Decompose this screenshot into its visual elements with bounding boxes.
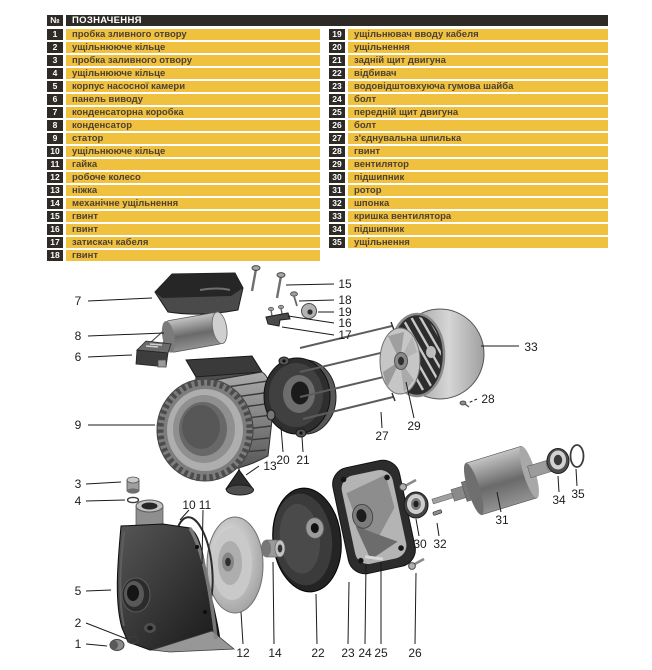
part-number: 30 (329, 172, 345, 183)
table-row (329, 146, 608, 157)
table-row (47, 42, 320, 53)
part-number: 5 (47, 81, 63, 92)
stator-motor (157, 356, 273, 481)
callout-31: 31 (495, 513, 509, 527)
part-number: 18 (47, 250, 63, 261)
table-row (329, 55, 608, 66)
callout-17: 17 (338, 328, 352, 342)
part-number: 15 (47, 211, 63, 222)
shaft-key (433, 509, 443, 515)
table-row (329, 94, 608, 105)
table-row (47, 159, 320, 170)
part-number: 31 (329, 185, 345, 196)
part-label: ущільнювач вводу кабеля (348, 29, 608, 40)
table-row (329, 68, 608, 79)
callout-24: 24 (358, 646, 372, 660)
callout-10: 10 (182, 498, 196, 512)
part-number: 33 (329, 211, 345, 222)
callout-6: 6 (74, 350, 82, 364)
part-number: 27 (329, 133, 345, 144)
table-row (47, 55, 320, 66)
part-label: конденсаторна коробка (66, 107, 320, 118)
table-row (47, 224, 320, 235)
rotor (425, 439, 560, 527)
part-number: 11 (47, 159, 63, 170)
drain-plug (110, 640, 124, 651)
table-row (329, 198, 608, 209)
callout-23: 23 (341, 646, 355, 660)
table-row (47, 120, 320, 131)
callout-27: 27 (375, 429, 389, 443)
part-label: панель виводу (66, 94, 320, 105)
legend-column-right (329, 29, 608, 263)
part-label: ущільнююче кільце (66, 68, 320, 79)
callout-19: 19 (338, 305, 352, 319)
part-label: гайка (66, 159, 320, 170)
long-screws (252, 266, 285, 298)
impeller (207, 517, 263, 613)
part-label: гвинт (348, 146, 608, 157)
table-row (329, 81, 608, 92)
callout-22: 22 (311, 646, 325, 660)
table-row (47, 29, 320, 40)
part-label: робоче колесо (66, 172, 320, 183)
table-row (329, 29, 608, 40)
part-number: 1 (47, 29, 63, 40)
part-label: ротор (348, 185, 608, 196)
callout-3: 3 (74, 477, 82, 491)
part-number: 19 (329, 29, 345, 40)
part-number: 17 (47, 237, 63, 248)
callout-12: 12 (236, 646, 250, 660)
part-number: 24 (329, 94, 345, 105)
part-number: 22 (329, 68, 345, 79)
part-number: 3 (47, 55, 63, 66)
part-number: 26 (329, 120, 345, 131)
part-label: ущільнююче кільце (66, 146, 320, 157)
part-label: болт (348, 120, 608, 131)
part-label: гвинт (66, 250, 320, 261)
table-row (47, 185, 320, 196)
table-row (47, 198, 320, 209)
part-label: з'єднувальна шпилька (348, 133, 608, 144)
callout-5: 5 (74, 584, 82, 598)
cable-clamp (266, 305, 290, 326)
part-label: гвинт (66, 224, 320, 235)
callout-16: 16 (338, 316, 352, 330)
table-row (47, 211, 320, 222)
part-number: 10 (47, 146, 63, 157)
callout-18: 18 (338, 293, 352, 307)
callout-20: 20 (276, 453, 290, 467)
table-row (47, 81, 320, 92)
callout-13: 13 (263, 459, 277, 473)
part-label: передній щит двигуна (348, 107, 608, 118)
part-label: гвинт (66, 211, 320, 222)
callout-21: 21 (296, 453, 310, 467)
part-label: механічне ущільнення (66, 198, 320, 209)
o-ring-4 (128, 497, 139, 502)
part-label: підшипник (348, 224, 608, 235)
table-row (47, 107, 320, 118)
part-number: 13 (47, 185, 63, 196)
part-label: затискач кабеля (66, 237, 320, 248)
callout-8: 8 (74, 329, 82, 343)
callout-7: 7 (74, 294, 82, 308)
part-number: 14 (47, 198, 63, 209)
header-label-cell: ПОЗНАЧЕННЯ (66, 15, 608, 26)
part-number: 35 (329, 237, 345, 248)
part-number: 32 (329, 198, 345, 209)
fan (380, 328, 420, 394)
table-row (47, 237, 320, 248)
terminal-panel (136, 341, 171, 367)
part-label: ущільнююче кільце (66, 42, 320, 53)
part-number: 23 (329, 81, 345, 92)
table-row (329, 172, 608, 183)
part-label: ущільнення (348, 42, 608, 53)
callout-2: 2 (74, 616, 82, 630)
part-number: 4 (47, 68, 63, 79)
callout-4: 4 (74, 494, 82, 508)
callout-26: 26 (408, 646, 422, 660)
legend-table (47, 15, 608, 263)
part-label: болт (348, 94, 608, 105)
legend-column-left (47, 29, 320, 263)
table-row (329, 211, 608, 222)
table-row (47, 133, 320, 144)
part-label: корпус насосної камери (66, 81, 320, 92)
table-row (47, 172, 320, 183)
mechanical-seal (261, 540, 285, 557)
part-number: 21 (329, 55, 345, 66)
callout-35: 35 (571, 487, 585, 501)
pump-exploded-diagram (0, 262, 652, 670)
callout-11: 11 (198, 498, 212, 512)
part-number: 28 (329, 146, 345, 157)
table-row (47, 94, 320, 105)
part-label: задній щит двигуна (348, 55, 608, 66)
part-label: ніжка (66, 185, 320, 196)
part-label: кришка вентилятора (348, 211, 608, 222)
part-label: відбивач (348, 68, 608, 79)
part-label: підшипник (348, 172, 608, 183)
table-row (329, 159, 608, 170)
callout-30: 30 (413, 537, 427, 551)
part-number: 29 (329, 159, 345, 170)
header-number-cell: № (47, 15, 63, 26)
table-row (329, 224, 608, 235)
callout-15: 15 (338, 277, 352, 291)
part-label: шпонка (348, 198, 608, 209)
part-label: статор (66, 133, 320, 144)
part-number: 20 (329, 42, 345, 53)
part-label: пробка зливного отвору (66, 29, 320, 40)
callout-25: 25 (374, 646, 388, 660)
table-row (329, 120, 608, 131)
table-row (329, 42, 608, 53)
callout-34: 34 (552, 493, 566, 507)
table-row (329, 237, 608, 248)
part-label: пробка заливного отвору (66, 55, 320, 66)
part-number: 16 (47, 224, 63, 235)
callout-14: 14 (268, 646, 282, 660)
small-screw-18 (291, 292, 298, 306)
part-number: 6 (47, 94, 63, 105)
part-label: вентилятор (348, 159, 608, 170)
legend-header (47, 15, 608, 26)
part-number: 8 (47, 120, 63, 131)
callout-1: 1 (74, 637, 82, 651)
bearing-34 (547, 449, 569, 474)
part-number: 7 (47, 107, 63, 118)
part-number: 34 (329, 224, 345, 235)
callout-33: 33 (524, 340, 538, 354)
part-number: 2 (47, 42, 63, 53)
capacitor-box-cover (155, 273, 243, 314)
part-label: конденсатор (66, 120, 320, 131)
part-number: 12 (47, 172, 63, 183)
small-screw-28 (460, 401, 469, 407)
cable-gland (302, 304, 317, 319)
table-row (329, 185, 608, 196)
front-motor-shield (330, 457, 419, 577)
part-label: ущільнення (348, 237, 608, 248)
table-row (329, 133, 608, 144)
table-row (329, 107, 608, 118)
table-row (47, 146, 320, 157)
part-number: 25 (329, 107, 345, 118)
callout-29: 29 (407, 419, 421, 433)
callout-28: 28 (481, 392, 495, 406)
callout-32: 32 (433, 537, 447, 551)
part-number: 9 (47, 133, 63, 144)
seal-ring-35 (571, 445, 584, 467)
filler-plug (127, 477, 139, 494)
part-label: водовідштовхуюча гумова шайба (348, 81, 608, 92)
bearing-30 (404, 492, 428, 518)
table-row (47, 250, 320, 261)
callout-9: 9 (74, 418, 82, 432)
table-row (47, 68, 320, 79)
